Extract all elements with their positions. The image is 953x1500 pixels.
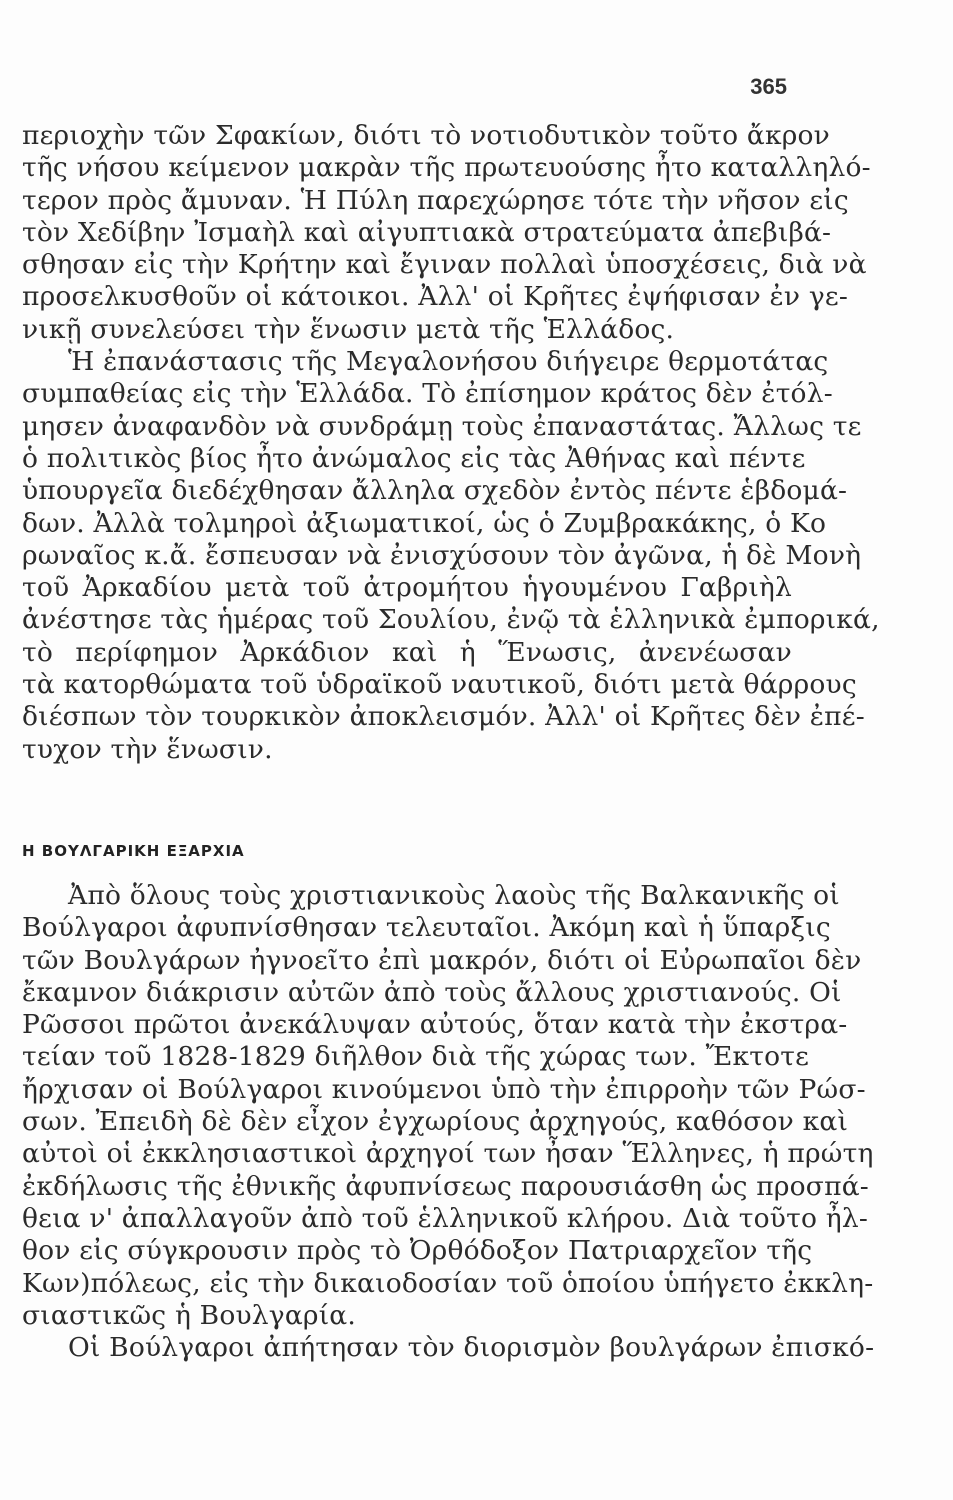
page-number: 365	[750, 74, 787, 99]
text-line: Οἱ Βούλγαροι ἀπήτησαν τὸν διορισμὸν βουλγάρων ἐπισκό-	[68, 1332, 875, 1364]
text-line: ὑπουργεῖα διεδέχθησαν ἄλληλα σχεδὸν ἐντὸς πέντε ἑβδομά-	[22, 475, 848, 507]
text-line: Ἀπὸ ὅλους τοὺς χριστιανικοὺς λαοὺς τῆς Βαλκανικῆς οἱ	[68, 880, 840, 911]
text-line: ἀνέστησε τὰς ἡμέρας τοῦ Σουλίου, ἐνῷ τὰ ἑλληνικὰ ἐμπορικά,	[22, 604, 880, 636]
text-line: τὸ περίφημον Ἀρκάδιον καὶ ἡ Ἕνωσις, ἀνενέωσαν	[22, 636, 792, 668]
text-line: ἤρχισαν οἱ Βούλγαροι κινούμενοι ὑπὸ τὴν ἐπιρροὴν τῶν Ρώσ-	[22, 1073, 866, 1105]
text-line: σων. Ἐπειδὴ δὲ δὲν εἶχον ἐγχωρίους ἀρχηγούς, καθόσον καὶ	[22, 1106, 849, 1138]
text-line: τερον πρὸς ἄμυναν. Ἡ Πύλη παρεχώρησε τότε τὴν νῆσον εἰς	[22, 184, 849, 216]
text-line: Βούλγαροι ἀφυπνίσθησαν τελευταῖοι. Ἀκόμη καὶ ἡ ὕπαρξις	[22, 912, 831, 944]
paragraph-block-crete	[22, 120, 880, 766]
text-line: αὐτοὶ οἱ ἐκκλησιαστικοὶ ἀρχηγοί των ἦσαν Ἕλληνες, ἡ πρώτη	[22, 1138, 874, 1170]
text-line: θεια ν' ἀπαλλαγοῦν ἀπὸ τοῦ ἑλληνικοῦ κλήρου. Διὰ τοῦτο ἦλ-	[22, 1202, 868, 1234]
text-line: Ρῶσσοι πρῶτοι ἀνεκάλυψαν αὐτούς, ὅταν κατὰ τὴν ἐκστρα-	[22, 1009, 848, 1041]
paragraph-block-bulgarian-exarchate	[22, 880, 875, 1364]
text-line: προσελκυσθοῦν οἱ κάτοικοι. Ἀλλ' οἱ Κρῆτες ἐψήφισαν ἐν γε-	[22, 281, 848, 313]
text-line: ρωναῖος κ.ἄ. ἔσπευσαν νὰ ἐνισχύσουν τὸν ἀγῶνα, ἡ δὲ Μονὴ	[22, 539, 862, 571]
text-line: τῶν Βουλγάρων ἠγνοεῖτο ἐπὶ μακρόν, διότι οἱ Εὐρωπαῖοι δὲν	[22, 944, 862, 976]
text-line: συμπαθείας εἰς τὴν Ἑλλάδα. Τὸ ἐπίσημον κράτος δὲν ἐτόλ-	[22, 378, 833, 410]
text-line: δων. Ἀλλὰ τολμηροὶ ἀξιωματικοί, ὡς ὁ Ζυμβρακάκης, ὁ Κο	[22, 507, 827, 539]
text-line: νικῇ συνελεύσει τὴν ἕνωσιν μετὰ τῆς Ἑλλάδος.	[22, 313, 675, 345]
section-heading: Η ΒΟΥΛΓΑΡΙΚΗ ΕΞΑΡΧΙΑ	[22, 842, 245, 860]
text-line: σθησαν εἰς τὴν Κρήτην καὶ ἔγιναν πολλαὶ ὑποσχέσεις, διὰ νὰ	[22, 249, 867, 281]
text-line: Ἡ ἐπανάστασις τῆς Μεγαλονήσου διήγειρε θερμοτάτας	[68, 346, 829, 378]
text-line: ὁ πολιτικὸς βίος ἦτο ἀνώμαλος εἰς τὰς Ἀθήνας καὶ πέντε	[22, 442, 806, 474]
text-line: διέσπων τὸν τουρκικὸν ἀποκλεισμόν. Ἀλλ' οἱ Κρῆτες δὲν ἐπέ-	[22, 701, 865, 733]
text-line: τείαν τοῦ 1828-1829 διῆλθον διὰ τῆς χώρας των. Ἔκτοτε	[22, 1041, 810, 1073]
text-line: Κων)πόλεως, εἰς τὴν δικαιοδοσίαν τοῦ ὁποίου ὑπήγετο ἐκκλη-	[22, 1267, 874, 1299]
text-line: σιαστικῶς ἡ Βουλγαρία.	[22, 1299, 357, 1331]
text-line: τῆς νήσου κείμενον μακρὰν τῆς πρωτευούσης ἦτο καταλληλό-	[22, 152, 871, 184]
text-line: ἔκαμνον διάκρισιν αὐτῶν ἀπὸ τοὺς ἄλλους χριστιανούς. Οἱ	[22, 976, 842, 1008]
text-line: τυχον τὴν ἕνωσιν.	[22, 733, 273, 765]
text-line: περιοχὴν τῶν Σφακίων, διότι τὸ νοτιοδυτικὸν τοῦτο ἄκρον	[22, 120, 830, 151]
text-line: θον εἰς σύγκρουσιν πρὸς τὸ Ὀρθόδοξον Πατριαρχεῖον τῆς	[22, 1235, 813, 1267]
text-line: τοῦ Ἀρκαδίου μετὰ τοῦ ἀτρομήτου ἡγουμένου Γαβριὴλ	[22, 572, 792, 604]
text-line: ἐκδήλωσις τῆς ἐθνικῆς ἀφυπνίσεως παρουσιάσθη ὡς προσπά-	[22, 1170, 869, 1202]
text-line: μησεν ἀναφανδὸν νὰ συνδράμῃ τοὺς ἐπαναστάτας. Ἄλλως τε	[22, 410, 862, 442]
text-line: τὸν Χεδίβην Ἰσμαὴλ καὶ αἰγυπτιακὰ στρατεύματα ἀπεβιβά-	[22, 216, 832, 248]
text-line: τὰ κατορθώματα τοῦ ὑδραϊκοῦ ναυτικοῦ, διότι μετὰ θάρρους	[22, 669, 857, 701]
